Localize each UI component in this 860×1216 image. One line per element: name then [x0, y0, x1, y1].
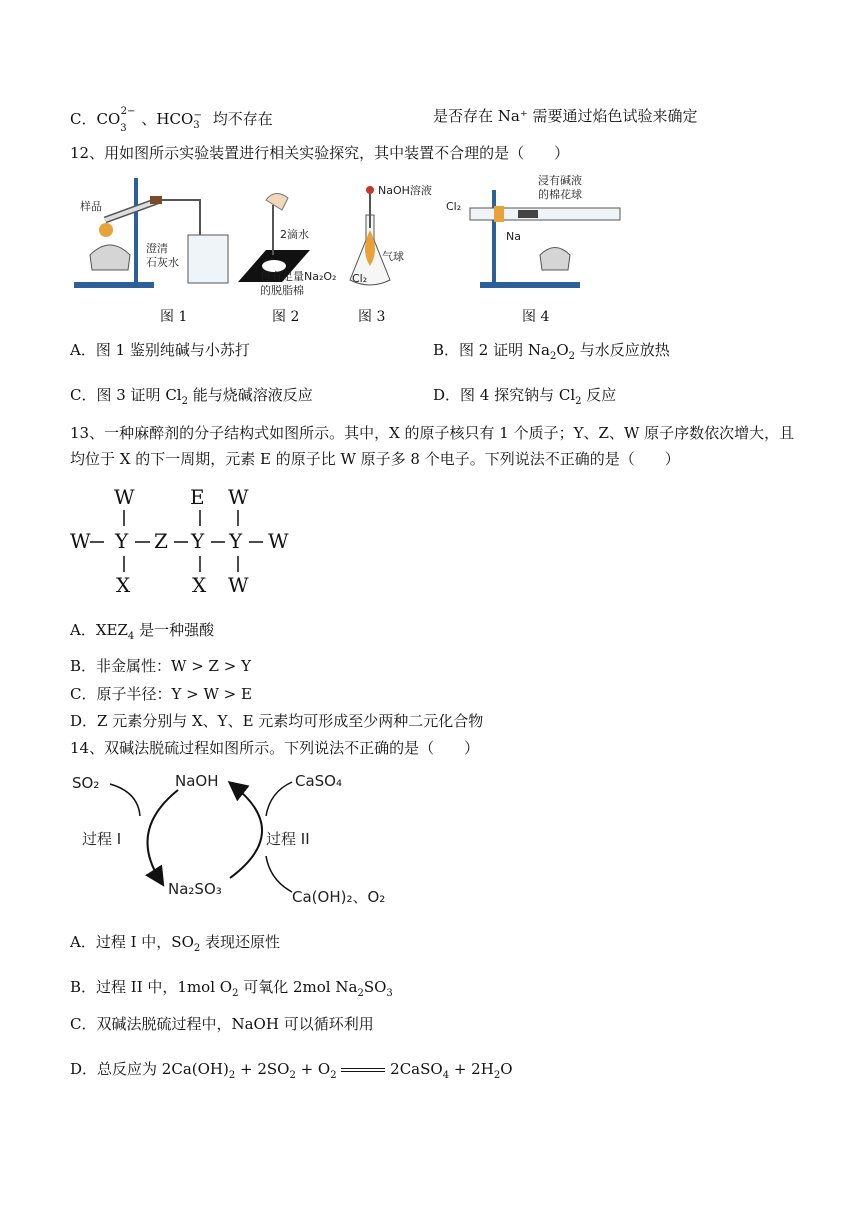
svg-text:E: E: [190, 485, 205, 509]
svg-text:Y: Y: [115, 529, 129, 553]
caption-fig1: 图 1: [160, 309, 188, 325]
svg-text:过程 II: 过程 II: [266, 830, 310, 848]
svg-text:样品: 样品: [80, 200, 102, 213]
svg-text:石灰水: 石灰水: [146, 256, 179, 269]
svg-text:SO₂: SO₂: [72, 774, 100, 792]
caption-fig3: 图 3: [358, 309, 386, 325]
svg-text:W: W: [228, 485, 249, 509]
q14-cycle-diagram: [70, 768, 400, 913]
q14-option-a: A．过程 I 中，$SO_2$ 表现还原性: [70, 933, 281, 954]
svg-text:X: X: [192, 573, 207, 597]
svg-text:X: X: [116, 573, 131, 597]
q14-option-b: B．过程 II 中，1mol $O_2$ 可氧化 2mol $Na_2SO_3$: [70, 978, 393, 999]
svg-text:Z: Z: [154, 529, 168, 553]
svg-text:Cl₂: Cl₂: [352, 272, 368, 285]
q11-option-d: 是否存在 Na⁺ 需要通过焰色试验来确定: [433, 107, 698, 125]
q14-stem: 14、双碱法脱硫过程如图所示。下列说法不正确的是（ ）: [70, 739, 480, 757]
q12-apparatus-figure: [70, 170, 630, 300]
svg-text:过程 I: 过程 I: [82, 830, 122, 848]
q12-stem: 12、用如图所示实验装置进行相关实验探究，其中装置不合理的是（ ）: [70, 144, 570, 162]
q13-option-b: B．非金属性：W > Z > Y: [70, 657, 251, 675]
svg-text:Ca(OH)₂、O₂: Ca(OH)₂、O₂: [292, 888, 386, 906]
q14-option-c: C．双碱法脱硫过程中，NaOH 可以循环利用: [70, 1015, 374, 1033]
svg-text:Y: Y: [191, 529, 205, 553]
q12-option-c: C．图 3 证明 $Cl_2$ 能与烧碱溶液反应: [70, 386, 313, 407]
svg-text:CaSO₄: CaSO₄: [295, 772, 343, 790]
svg-text:2滴水: 2滴水: [280, 228, 309, 241]
svg-text:的棉花球: 的棉花球: [538, 188, 582, 201]
svg-text:浸有碱液: 浸有碱液: [538, 174, 582, 187]
q14-option-d: D．总反应为 $2Ca(OH)_2 + 2SO_2 + O_2$ 2CaSO$_4$ + $2H_2O$: [70, 1060, 513, 1081]
svg-text:W: W: [114, 485, 135, 509]
svg-text:W: W: [70, 529, 91, 553]
svg-text:W: W: [228, 573, 249, 597]
q12-option-d: D．图 4 探究钠与 $Cl_2$ 反应: [433, 386, 617, 407]
q13-stem-line1: 13、一种麻醉剂的分子结构式如图所示。其中，X 的原子核只有 1 个质子；Y、Z、W 原子序数依次增大，且: [70, 424, 795, 442]
q13-option-d: D．Z 元素分别与 X、Y、E 元素均可形成至少两种二元化合物: [70, 712, 484, 730]
svg-text:Cl₂: Cl₂: [446, 200, 462, 213]
svg-text:NaOH: NaOH: [175, 772, 219, 790]
fig4-apparatus: [446, 173, 620, 288]
svg-text:Y: Y: [229, 529, 243, 553]
svg-text:气球: 气球: [382, 250, 404, 263]
fig3-apparatus: [350, 183, 432, 285]
q13-molecular-structure: [70, 482, 310, 602]
svg-text:NaOH溶液: NaOH溶液: [378, 184, 432, 197]
svg-text:Na: Na: [506, 230, 521, 243]
q13-stem-line2: 均位于 X 的下一周期，元素 E 的原子比 W 原子多 8 个电子。下列说法不正确的是（ ）: [70, 450, 680, 468]
fig2-apparatus: [238, 193, 336, 297]
svg-text:Na₂SO₃: Na₂SO₃: [168, 880, 222, 898]
q13-option-a: A．$XEZ_4$ 是一种强酸: [70, 621, 215, 642]
q13-option-c: C．原子半径：Y > W > E: [70, 685, 252, 703]
q12-option-a: A．图 1 鉴别纯碱与小苏打: [70, 341, 250, 359]
caption-fig4: 图 4: [522, 309, 550, 325]
q11-option-c: C．$CO_3^{2-}$ 、$HCO_3^-$ 均不存在: [70, 106, 273, 134]
caption-fig2: 图 2: [272, 309, 300, 325]
q12-option-b: B．图 2 证明 $Na_2O_2$ 与水反应放热: [433, 341, 670, 362]
fig1-apparatus: [74, 178, 228, 288]
svg-text:包有足量Na₂O₂: 包有足量Na₂O₂: [260, 270, 337, 283]
svg-text:澄清: 澄清: [146, 242, 168, 255]
svg-text:的脱脂棉: 的脱脂棉: [260, 284, 304, 297]
svg-text:W: W: [268, 529, 289, 553]
